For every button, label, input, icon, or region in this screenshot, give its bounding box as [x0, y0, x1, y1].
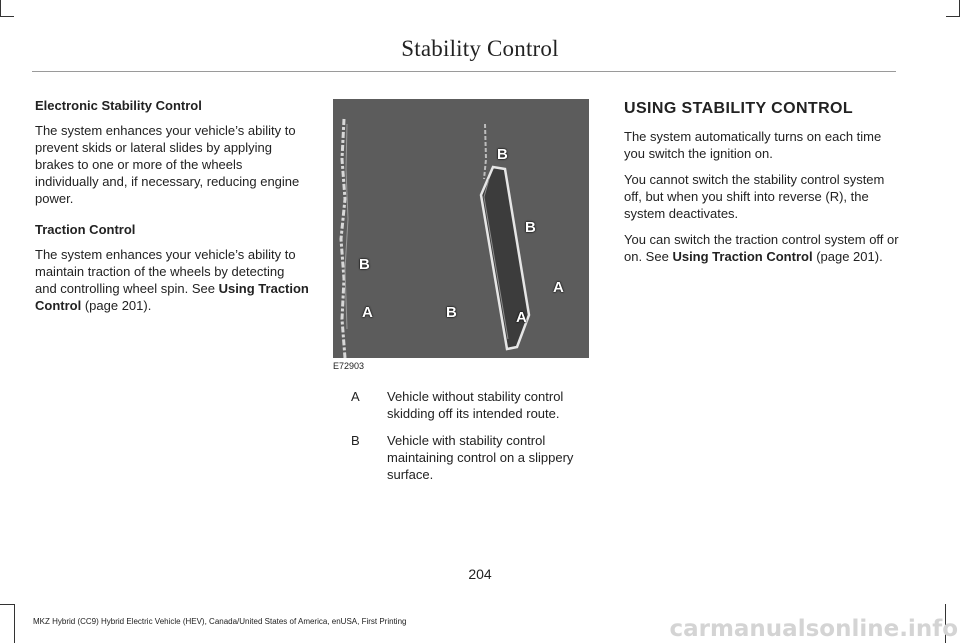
header-divider: [32, 71, 896, 72]
right-paragraph-3-text: You can switch the traction control system off or on. See: [624, 232, 899, 264]
esc-paragraph: The system enhances your vehicle’s ability to prevent skids or lateral slides by applying brakes to one or more of the wheels individually and, if necessary, reducing engine power.: [35, 123, 300, 206]
left-column: [35, 97, 309, 323]
crop-mark: [0, 0, 1, 16]
figure-label-b: B: [497, 146, 508, 163]
tc-page-ref: (page 201).: [812, 249, 883, 264]
tc-page-link[interactable]: Using Traction Control: [672, 249, 813, 264]
figure-label-b: B: [359, 256, 370, 273]
crop-mark: [0, 604, 14, 605]
legend-key: B: [351, 433, 360, 448]
tc-paragraph: [35, 246, 309, 314]
figure-label-b: B: [446, 304, 457, 321]
section-title: USING STABILITY CONTROL: [624, 100, 854, 117]
right-paragraph-1: The system automatically turns on each time you switch the ignition on.: [624, 129, 882, 161]
tc-heading: Traction Control: [35, 222, 136, 237]
right-paragraph-3: [624, 231, 900, 265]
figure-label-a: A: [516, 309, 527, 326]
tc-paragraph-text: The system enhances your vehicle’s ability to maintain traction of the wheels by detecting and controlling wheel spin. See: [35, 247, 296, 296]
esc-heading: Electronic Stability Control: [35, 98, 202, 113]
legend-text: Vehicle with stability control maintaining control on a slippery surface.: [387, 433, 574, 482]
figure-label-b: B: [525, 219, 536, 236]
page-number: 204: [468, 566, 492, 582]
watermark: carmanualsonline.info: [669, 616, 958, 642]
figure-label-a: A: [553, 279, 564, 296]
figure-label-a: A: [362, 304, 373, 321]
legend-key: A: [351, 389, 360, 404]
right-paragraph-2: You cannot switch the stability control system off, but when you shift into reverse (R), the system deactivates.: [624, 172, 885, 221]
legend-item: [351, 432, 593, 483]
footer-text: MKZ Hybrid (CC9) Hybrid Electric Vehicle (HEV), Canada/United States of America, enUSA, First Printing: [33, 617, 407, 626]
page-title: Stability Control: [401, 36, 559, 61]
crop-mark: [0, 16, 14, 17]
figure-code: E72903: [333, 361, 365, 371]
stability-control-illustration: [333, 99, 589, 358]
legend-item: [351, 388, 593, 422]
crop-mark: [14, 604, 15, 643]
tc-page-ref: (page 201).: [81, 298, 152, 313]
figure-legend: [351, 388, 593, 493]
legend-text: Vehicle without stability control skidding off its intended route.: [387, 389, 564, 421]
crop-mark: [946, 16, 960, 17]
tc-page-link[interactable]: Using Traction Control: [35, 281, 309, 313]
right-column: [624, 99, 900, 274]
